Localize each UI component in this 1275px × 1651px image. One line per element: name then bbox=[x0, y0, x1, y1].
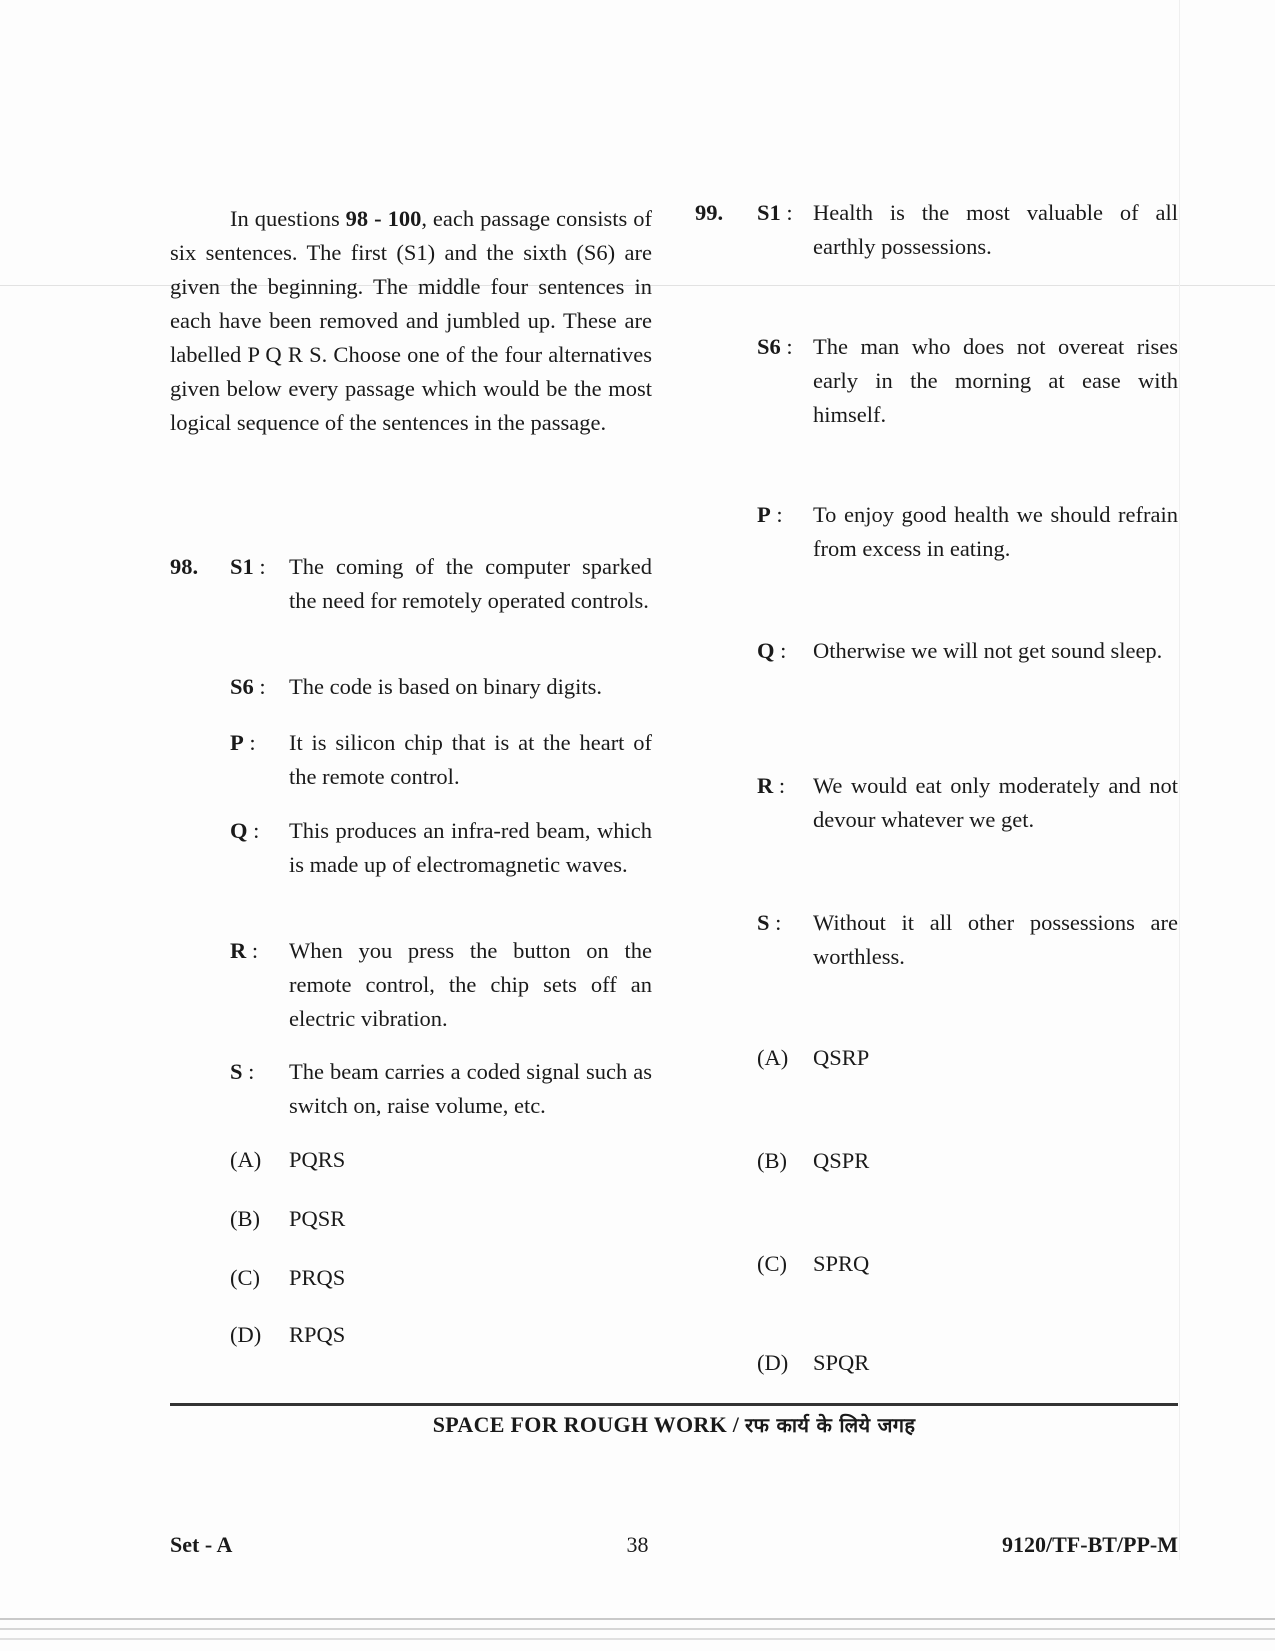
sentence-text: Without it all other possessions are worthless. bbox=[813, 910, 1178, 969]
sentence-label: S1 bbox=[230, 554, 254, 579]
sentence-label: Q bbox=[757, 638, 775, 663]
exam-page: In questions 98 - 100, each passage consists of six sentences. The first (S1) and the sixth (S6) are given the beginning. The middle four sentences in each have been removed and jumbled up. These are labelled P Q R S. Choose one of the four alternatives given below every passage which would be the most logical sequence of the sentences in the passage. 98. S1 : The coming of the computer sparked the need for remotely operated controls. S6 : The code is based on binary digits. P : It is silicon chip that is at the heart of the remote control. Q : This produces an infra-red beam, which is made up of electromagnetic waves. R : When you press the button on the remote control, the chip sets off an electric vibration. S : The beam carries a coded signal such as switch on, raise volume, etc. (A) PQRS (B) PQSR (C) PRQS (D) RPQS 99. S1 : Health is the most valuable of all earthly possessions. S6 : The man who does not overeat rises early in the morning at ease with himself. P : To enjoy good health we should refrain from excess in eating. Q : Otherwise we will not get sound sleep. R : We would eat only moderately and not devour whatever we get. S : Without it all other possessions are worthless. (A) QSRP (B) QSPR (C) SPRQ (D) SPQR SPACE FOR ROUGH WORK / रफ कार्य के लिये जगह Set - A 38 9120/TF-BT/PP-M bbox=[0, 0, 1275, 1651]
option-text: PRQS bbox=[289, 1265, 346, 1290]
rough-work-label: SPACE FOR ROUGH WORK / bbox=[432, 1412, 740, 1437]
option-label: (B) bbox=[230, 1206, 260, 1231]
sentence-label: P bbox=[757, 502, 771, 527]
question-range: 98 - 100 bbox=[345, 206, 422, 231]
sentence-text: The man who does not overeat rises early in the morning at ease with himself. bbox=[813, 334, 1178, 427]
option-label: (D) bbox=[230, 1322, 262, 1347]
option-text: SPQR bbox=[813, 1350, 870, 1375]
option-label: (A) bbox=[230, 1147, 262, 1172]
scan-artifact-strip bbox=[0, 1628, 1275, 1630]
rough-work-label-hindi: रफ कार्य के लिये जगह bbox=[745, 1413, 916, 1437]
option-label: (D) bbox=[757, 1350, 789, 1375]
sentence-label: P bbox=[230, 730, 244, 755]
sentence-text: The code is based on binary digits. bbox=[289, 674, 603, 699]
rough-work-heading bbox=[170, 1410, 1178, 1440]
sentence-text: It is silicon chip that is at the heart of the remote control. bbox=[289, 730, 652, 789]
sentence-text: This produces an infra-red beam, which is made up of electromagnetic waves. bbox=[289, 818, 652, 877]
scan-artifact-strip bbox=[0, 1618, 1275, 1620]
option-label: (B) bbox=[757, 1148, 787, 1173]
option-label: (C) bbox=[757, 1251, 787, 1276]
left-column: In questions 98 - 100, each passage consists of six sentences. The first (S1) and the sixth (S6) are given the beginning. The middle four sentences in each have been removed and jumbled up. These are labelled P Q R S. Choose one of the four alternatives given below every passage which would be the most logical sequence of the sentences in the passage. 98. S1 : The coming of the computer sparked the need for remotely operated controls. S6 : The code is based on binary digits. P : It is silicon chip that is at the heart of the remote control. Q : This produces an infra-red beam, which is made up of electromagnetic waves. R : When you press the button on the remote control, the chip sets off an electric vibration. S : The beam carries a coded signal such as switch on, raise volume, etc. (A) PQRS (B) PQSR (C) PRQS (D) RPQS bbox=[170, 190, 652, 440]
rough-work-divider bbox=[170, 1403, 1178, 1406]
page-number: 38 bbox=[626, 1532, 649, 1557]
instructions-text: In questions 98 - 100, each passage consists of six sentences. The first (S1) and the sixth (S6) are given the beginning. The middle four sentences in each have been removed and jumbled up. These are labelled P Q R S. Choose one of the four alternatives given below every passage which would be the most logical sequence of the sentences in the passage. bbox=[170, 206, 652, 435]
sentence-label: S bbox=[757, 910, 770, 935]
sentence-text: Health is the most valuable of all earthly possessions. bbox=[813, 200, 1178, 259]
option-text: RPQS bbox=[289, 1322, 346, 1347]
sentence-text: The coming of the computer sparked the need for remotely operated controls. bbox=[289, 554, 652, 613]
option-text: SPRQ bbox=[813, 1251, 870, 1276]
sentence-label: Q bbox=[230, 818, 248, 843]
instructions-paragraph bbox=[170, 202, 652, 440]
sentence-text: The beam carries a coded signal such as switch on, raise volume, etc. bbox=[289, 1059, 652, 1118]
scan-artifact-strip bbox=[0, 1638, 1275, 1640]
scan-artifact-edge bbox=[1179, 0, 1180, 1560]
sentence-text: We would eat only moderately and not devour whatever we get. bbox=[813, 773, 1178, 832]
sentence-label: S bbox=[230, 1059, 243, 1084]
option-label: (C) bbox=[230, 1265, 260, 1290]
option-text: PQSR bbox=[289, 1206, 346, 1231]
paper-code: 9120/TF-BT/PP-M bbox=[1002, 1532, 1178, 1557]
question-number: 98. bbox=[170, 554, 199, 579]
sentence-text: When you press the button on the remote control, the chip sets off an electric vibration. bbox=[289, 938, 652, 1031]
sentence-text: To enjoy good health we should refrain from excess in eating. bbox=[813, 502, 1178, 561]
set-label: Set - A bbox=[170, 1532, 233, 1557]
option-text: PQRS bbox=[289, 1147, 346, 1172]
option-label: (A) bbox=[757, 1045, 789, 1070]
question-number: 99. bbox=[695, 200, 724, 225]
sentence-label: S6 bbox=[757, 334, 781, 359]
sentence-label: R bbox=[757, 773, 774, 798]
sentence-label: R bbox=[230, 938, 247, 963]
sentence-label: S6 bbox=[230, 674, 254, 699]
sentence-label: S1 bbox=[757, 200, 781, 225]
option-text: QSRP bbox=[813, 1045, 870, 1070]
option-text: QSPR bbox=[813, 1148, 870, 1173]
sentence-text: Otherwise we will not get sound sleep. bbox=[813, 638, 1163, 663]
